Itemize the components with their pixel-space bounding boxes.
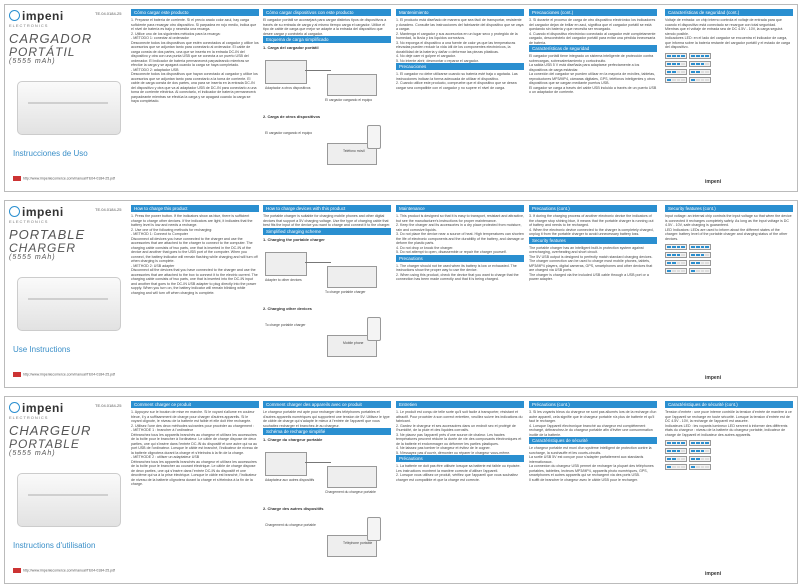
led-bar-icon <box>689 448 711 454</box>
product-title-line1: PORTABLE <box>9 227 86 242</box>
info-column-1 <box>131 9 259 189</box>
section-text: 1. Le produit est conçu de telle sorte qu'il soit facile à transporter, résistant et attractif. Pour procéder à son correct entretien, veuillez suivre les indications du fabricant. 2. Gardez le chargeur et ses accessoires dans un endroit sec et protégé de l'humidité, de la pluie et des liquides corrosifs. 3. Ne placez pas l'appareil près d'une source de chaleur. Les hautes températures peuvent réduire la durée de vie des composants électroniques et de la batterie et endommager ou déformer les parties plastiques. 4. Ne laissez pas tomber le chargeur et évitez de le cogner. 5. N'essayez pas d'ouvrir, démonter ou réparer le chargeur vous-même. <box>396 410 523 455</box>
info-column-1 <box>131 401 259 581</box>
led-row <box>665 77 793 83</box>
section-text: 1. This product is designed so that it is easy to transport, resistant and attractive, but see the manufacturer's instructions for proper maintenance. 2. Keep the charger and its accessories in a dry place protected from moisture, rain and corrosive liquids. 3. Do not place the device near a source of heat. High temperatures can shorten the life of electronic components and the durability of the battery, and damage or deform the plastic parts. 4. Do not drop or knock the charger. 5. Do not attempt to open, disassemble or repair the charger yourself. <box>396 214 524 254</box>
info-column-4 <box>529 205 657 385</box>
section-header: Esquema de carga simplificado <box>263 36 391 43</box>
section-header: Precautions (cont.) <box>529 205 657 212</box>
led-bar-icon <box>665 464 687 470</box>
section-header: Precautions <box>396 255 524 262</box>
figure-label-b: El cargador cargando el equipo <box>325 98 373 102</box>
laptop-icon <box>265 252 307 276</box>
section-text: 1. The charger should not be used when its battery is low or exhausted. The instructions show the proper way to use the device. 2. When using this product, check the device that you want to charge that the connection has been made correctly and that it is being charged. <box>396 263 519 281</box>
phone-icon <box>367 517 381 541</box>
led-bar-icon <box>665 244 687 250</box>
info-column-3 <box>396 205 524 385</box>
charger-icon <box>327 74 377 96</box>
brand-logo-icon <box>9 206 20 217</box>
section-text: El cargador portátil se aconsejará para cargar distintos tipos de dispositivos a través de su entrada de carga y al mismo tiempo carga el cargador. Utilice el tipo de cable de carga que mejor se adapte a la entrada del dispositivo que desee cargar y conéctelo al cargador. <box>263 18 388 36</box>
section-header: Precauciones (cont.) <box>529 9 657 16</box>
product-title <box>9 228 127 262</box>
charging-diagram-1 <box>263 52 391 112</box>
charger-image <box>17 473 121 527</box>
led-bar-icon <box>689 69 711 75</box>
info-column-4 <box>529 9 657 189</box>
section-text: The portable charger has an intelligent built-in protection system against overcharging, overheating and short circuit. The 5V USB output is designed to perfectly match standard charging devices. The charger connection can be used to charge most mobile phones, tablets, MP3/MP4 players, digital cameras, GPS, smartphones and other devices that are charged via USB ports. The charger is charged via the included USB cable through a USB port or a power adapter. <box>529 245 653 281</box>
led-row <box>665 268 793 274</box>
section-text: 3. Si durante el proceso de carga de otro dispositivo electrónico los indicadores del cargador dejan de brillar en azul, significa que el cargador portátil se está quedando sin batería y que necesita ser recargado. 4. Cuando el dispositivo electrónico conectado al cargador esté completamente cargado, desconéctelo del cargador portátil para evitar una pérdida innecesaria de batería. <box>529 18 656 45</box>
section-header: Mantenimiento <box>396 9 524 16</box>
section-header: Cómo cargar dispositivos con este producto <box>263 9 391 16</box>
led-row <box>665 448 793 454</box>
led-bar-icon <box>689 440 711 446</box>
figure-label-d: El cargador cargando el equipo <box>265 131 313 135</box>
info-column-3 <box>396 401 524 581</box>
charging-diagram-1 <box>263 244 391 304</box>
section-text: The portable charger is suitable for charging mobile phones and other digital devices that support a 5V charging voltage. Use the type of charging cable that best fits the input of the device you want to charge and connect it to the charger. <box>263 214 391 227</box>
manual-url-text: http://www.impeniecomerce.com/manual/TE04-0184-25.pdf <box>23 568 116 573</box>
info-column-4 <box>529 401 657 581</box>
led-row <box>665 456 793 462</box>
product-title-line2: PORTÁTIL <box>9 44 76 59</box>
brand-name: impeni <box>22 205 64 219</box>
led-bar-icon <box>665 268 687 274</box>
section-header: Security features (cont.) <box>665 205 793 212</box>
section-header: Maintenance <box>396 205 524 212</box>
flag-icon <box>13 372 21 377</box>
section-text: 1. El producto está diseñado de manera que sea fácil de transportar, resistente y duradero. Consulte las instrucciones del fabricante del dispositivo que se vaya a cargar. 2. Mantenga el cargador y sus accesorios en un lugar seco y protegido de la humedad, la lluvia y los líquidos corrosivos. 3. No exponga el dispositivo a una fuente de calor ya que las temperaturas elevadas pueden reducir la vida útil de los componentes electrónicos, la durabilidad de la batería y dañar o deformar las piezas plásticas. 4. No deje caer ni golpee el cargador. 5. No intente abrir, desmontar o reparar el cargador. <box>396 18 524 63</box>
section-text: Tension d'entrée : une puce interne contrôle la tension d'entrée de manière à ce que l'appareil se recharge en toute sécurité. Lorsque la tension d'entrée est de DC 4.5V - 10V, la recharge de l'appareil est assurée. Indicateurs LED : les voyants lumineux LED servent à informer des différents états du chargeur : niveau de la batterie du chargeur portable, indicateur de charge de l'appareil et indicateur des autres appareils. <box>665 410 792 437</box>
brand-tagline: ELECTRONICS <box>9 415 49 420</box>
led-bar-icon <box>665 77 687 83</box>
brand-logo-icon <box>9 10 20 21</box>
section-header: Entretien <box>396 401 524 408</box>
section-header: Características de seguridad <box>529 45 657 52</box>
product-title-line2: CHARGER <box>9 240 77 255</box>
section-header: Comment charger des appareils avec ce produit <box>263 401 391 408</box>
section-text: 1. Press the power button. If the indicators show as blue, there is sufficient charge to charge other devices. If the indicators are light, it indicates that the battery level is low and needs a recharge. 2. Use one of the following methods for recharging: - METHOD 1: Connect to Computer Disconnect all devices you have connected to the charger and use the accessories that are attached to the charger to connect to the computer. The charging cable consists of two parts, one that is inserted in the DC-IN of the device and another that goes to the USB port of the computer. When you connect, the battery indicator will remain flashing while charging and will turn off when charging is complete. - METHOD 2: USB adapter Disconnect all the devices that you have connected to the charger and use the accessories that are attached to the box to connect it to the electric current. The charging cable consists of two parts, one that is inserted into the DC-IN input and another that goes to the DC-IN USB adapter to plug directly into the power supply. When you turn on, the battery indicator will remain blinking while charging and will turn off when charging is complete. <box>131 214 258 295</box>
led-row <box>665 53 793 59</box>
product-title-line2: PORTABLE <box>9 436 80 451</box>
figure-caption-1: 1. Charge du chargeur portable <box>263 437 323 442</box>
led-bar-icon <box>689 464 711 470</box>
product-capacity: (5555 mAh) <box>9 450 56 458</box>
led-bar-icon <box>665 61 687 67</box>
led-bar-icon <box>689 252 711 258</box>
section-header: Caractéristiques de sécurité <box>529 437 657 444</box>
instructions-heading: Instrucciones de Uso <box>13 149 88 158</box>
brand-name: impeni <box>22 401 64 415</box>
figure-label-a: Adapter to other devices <box>265 277 302 282</box>
charging-diagram-1 <box>263 444 391 504</box>
product-capacity: (5555 mAh) <box>9 58 56 66</box>
section-text: 1. El cargador no debe utilizarse cuando su batería esté baja o agotada. Las instrucciones indican la forma adecuada de utilizar el dispositivo. 2. Cuando utilice este producto, compruebe que el dispositivo que se desea cargar sea compatible con el cargador y no supere el nivel de carga. <box>396 72 518 90</box>
brand-logo-small: impeni <box>705 179 722 185</box>
section-text: 1. La batterie ne doit pas être utilisée lorsque sa batterie est faible ou épuisée. Les instructions montrent la manière correcte d'utiliser l'appareil. 2. Lorsque vous utilisez ce produit, vérifiez que l'appareil que vous souhaitez charger est compatible et que la charge est correcte. <box>396 464 521 482</box>
figure-label-b: To charge portable charger <box>325 289 366 294</box>
cable-icon <box>305 462 331 463</box>
section-text: 1. Preparar el batería de corriente. Si el precio arado color azul, hay carga suficiente para recargar otro dispositivo. Si parpadea en rojo medio, indica que el nivel de batería es bajo y necesita una recarga. 2. Utilice uno de los siguientes métodos para la recarga: - MÉTODO 1: conectar al ordenador Desconecte todos los dispositivos que estén conectados al cargador y utilice los accesorios que se adjuntan tanto para conectarlo al ordenador. El cable de carga consta de dos partes, una que se inserta en la entrada DC-IN del dispositivo y otra con una punta USB que se conecta a un puerto USB del ordenador. El indicador de batería permanecerá parpadeando mientras se efectúe la carga y se apagará cuando la carga se haya completado. - MÉTODO 2: adaptador USB Desconecte todos los dispositivos que hayan conectado al cargador y utilice los accesorios que se adjuntan tanto para conectarlo a la toma de corriente. El cable de carga consta de dos partes, una para se inserta en la entrada DC-IN del dispositivo y otra que va al adaptador USB de DC-IN para conectarlo a una toma de corriente eléctrica. Al conectarlo, el indicador de batería permanecerá parpadeante mientras se efectúa la carga y se apagará cuando la carga se haya completado. <box>131 18 259 103</box>
led-bar-icon <box>689 456 711 462</box>
info-column-1 <box>131 205 259 385</box>
section-header: Cómo cargar este producto <box>131 9 259 16</box>
product-code: TE.04.0184-25 <box>95 207 122 212</box>
brand-name: impeni <box>22 9 64 23</box>
section-header: How to charge this product <box>131 205 259 212</box>
section-header: Comment charger ce produit <box>131 401 259 408</box>
flag-icon <box>13 568 21 573</box>
brand-logo-small: impeni <box>705 571 722 577</box>
section-header: Características de seguridad (cont.) <box>665 9 793 16</box>
led-bar-icon <box>665 53 687 59</box>
section-text: Voltaje de entrada: un chip interno controla el voltaje de entrada para que cuando el dispositivo está conectado se recargue con total seguridad. Mientras que el voltaje de entrada sea de DC 4.5V - 10V, la carga seguirá siendo posible. Indicadores LED: en el lado del cargador se encuentra el indicador de carga, que informa sobre la batería restante del cargador portátil y el estado de carga del dispositivo. <box>665 18 791 49</box>
led-row <box>665 69 793 75</box>
laptop-icon <box>265 60 307 84</box>
product-code: TE.04.0184-25 <box>95 11 122 16</box>
led-bar-icon <box>689 61 711 67</box>
section-header: Précautions (cont.) <box>529 401 657 408</box>
flag-icon <box>13 176 21 181</box>
info-column-3 <box>396 9 524 189</box>
product-capacity: (5555 mAh) <box>9 254 56 262</box>
section-header: Schéma de recharge simplifié <box>263 428 391 435</box>
brand-logo-icon <box>9 402 20 413</box>
product-title <box>9 424 127 458</box>
charger-icon <box>327 466 377 488</box>
brand-tagline: ELECTRONICS <box>9 23 49 28</box>
led-row <box>665 244 793 250</box>
figure-label-c: Téléphone portable <box>343 541 373 545</box>
info-column-2 <box>263 401 391 581</box>
led-bar-icon <box>689 260 711 266</box>
figure-label-c: Teléfono móvil <box>343 149 365 153</box>
section-text: Input voltage: an internal chip controls the input voltage so that when the device is connected it recharges completely safely. As long as the input voltage is DC 4.5V - 10V, safe charging is guaranteed. LED Indicators: LEDs are used to inform about the different states of the charger: battery level of the portable charger and charging status of the other devices. <box>665 214 792 241</box>
manual-sheet-es <box>4 4 798 192</box>
led-row <box>665 260 793 266</box>
led-row <box>665 61 793 67</box>
cable-icon <box>305 70 331 71</box>
led-bar-icon <box>665 456 687 462</box>
figure-label-a: Adaptateur aux autres dispositifs <box>265 478 315 482</box>
cable-icon <box>305 262 331 263</box>
led-bar-icon <box>689 53 711 59</box>
cover-panel <box>9 205 127 385</box>
manual-url <box>13 372 115 377</box>
manual-url <box>13 568 115 573</box>
cover-panel <box>9 9 127 189</box>
section-text: Le chargeur portable est apte pour recharger des téléphones portables et d'autres appareils numériques qui supportent une tension de 5V. Utilisez le type de câble de charge qui s'adapte le mieux à l'entrée de l'appareil que vous souhaitez recharger et branchez-le au chargeur. <box>263 410 391 428</box>
led-bar-icon <box>665 252 687 258</box>
info-column-5 <box>665 401 793 581</box>
charging-diagram-2 <box>263 513 391 561</box>
charging-diagram-2 <box>263 121 391 169</box>
brand-logo-small: impeni <box>705 375 722 381</box>
figure-label-d: To charge portable charger <box>265 322 306 327</box>
figure-caption-1: 1. Charging the portable charger <box>263 236 325 242</box>
led-bar-icon <box>665 440 687 446</box>
led-indicator-chart <box>665 53 793 83</box>
section-header: Précautions <box>396 455 524 462</box>
figure-label-c: Mobile phone <box>343 340 364 345</box>
phone-icon <box>367 317 381 341</box>
section-header: How to charge devices with this product <box>263 205 391 212</box>
section-text: El cargador portátil tiene integrado un sistema inteligente de protección contra sobrecargas, sobrecalentamiento y cortocircuito. La salida USB 5 V está diseñada para adaptarse perfectamente a los dispositivos de carga estándar. La conexión del cargador se pueden utilizar en la mayoría de móviles, tabletas, reproductores MP3/MP4, cámaras digitales, GPS, teléfonos inteligentes y otros dispositivos que se cargan mediante puertos USB. El cargador se carga a través del cable USB incluido a través de un puerto USB o un adaptador de corriente. <box>529 54 657 94</box>
manual-url-text: http://www.impeniecomerce.com/manual/TE04-0184-25.pdf <box>23 372 116 377</box>
figure-caption-2: 2. Carga de otros dispositivos <box>263 114 321 119</box>
section-text: 3. If during the charging process of another electronic device the indicators of the charger stop shining blue, it means that the portable charger is running out of battery and needs to be recharged. 4. When the electronic device connected to the charger is completely charged, unplug it from the portable charger to avoid unnecessary battery loss. <box>529 214 654 236</box>
section-text: 3. Si les voyants bleus du chargeur ne sont pas allumés lors de la recharge d'un autre appareil, cela signifie que le chargeur portable n'a plus de batterie et qu'il faut le recharger. 4. Lorsque l'appareil électronique branché au chargeur est complètement rechargé, débranchez-le du chargeur portable afin d'éviter une consommation inutile de la batterie. <box>529 410 657 437</box>
led-bar-icon <box>689 244 711 250</box>
section-text: Le chargeur portable est muni d'un système intelligent de protection contre la surcharge, la surchauffe et les courts-circuits. La sortie USB 5V est conçue pour s'adapter parfaitement aux standards internationaux. La connexion du chargeur USB permet de recharger la plupart des téléphones portables, tablettes, lecteurs MP3/MP4, appareils photo numériques, GPS, smartphones et autres appareils qui se rechargent via des ports USB. Il suffit de brancher le chargeur avec le câble USB pour le recharger. <box>529 446 654 482</box>
figure-caption-1: 1. Carga del cargador portátil <box>263 45 319 50</box>
info-column-5 <box>665 9 793 189</box>
led-row <box>665 440 793 446</box>
cover-panel <box>9 401 127 581</box>
led-indicator-chart <box>665 440 793 470</box>
figure-caption-2: 2. Charge des autres dispositifs <box>263 506 324 511</box>
section-text: 1. Appuyez sur le bouton de mise en marche. Si le voyant s'allume en couleur bleue, il y a suffisamment de charge pour charger d'autres appareils. Si le voyant clignote, le niveau de la batterie est faible et elle doit être rechargée. 2. Utilisez l'une des deux méthodes suivantes pour procéder au chargement : - MÉTHODE 1 : brancher à l'ordinateur Débranchez tous les appareils branchés au chargeur et utilisez les accessoires de la boîte pour le brancher à l'ordinateur. Le câble de charge dispose de deux parties, une qui s'insère dans l'entrée DC-IN du dispositif et une autre qui va au port USB de l'ordinateur. Lorsque le câble est branché, l'indicateur de niveau de la batterie clignotera durant la charge et s'éteindra à la fin de la charge. - MÉTHODE 2 : utiliser un adaptateur USB Débranchez tous les appareils branchés au chargeur et utilisez les accessoires de la boîte pour le brancher au courant électrique. Le câble de charge dispose de deux parties, une qui s'insère dans l'entrée DC-IN du dispositif et une deuxième qui va à la prise électrique. Lorsque le câble est branché, l'indicateur de niveau de la batterie clignotera durant la charge et s'éteindra à la fin de la charge. <box>131 410 258 486</box>
instructions-heading: Use Instructions <box>13 345 71 354</box>
brand-tagline: ELECTRONICS <box>9 219 49 224</box>
figure-label-b: Chargement du chargeur portable <box>325 490 376 494</box>
led-row <box>665 252 793 258</box>
led-row <box>665 464 793 470</box>
info-column-2 <box>263 205 391 385</box>
led-bar-icon <box>665 448 687 454</box>
manual-url <box>13 176 115 181</box>
led-bar-icon <box>689 77 711 83</box>
led-bar-icon <box>665 260 687 266</box>
led-indicator-chart <box>665 244 793 274</box>
figure-label-a: Adaptador a otros dispositivos <box>265 86 311 90</box>
manual-sheet-fr <box>4 396 798 584</box>
section-header: Caractéristiques de sécurité (cont.) <box>665 401 793 408</box>
section-header: Security features <box>529 237 657 244</box>
instructions-heading: Instructions d'utilisation <box>13 541 96 550</box>
led-bar-icon <box>665 69 687 75</box>
manual-sheet-en <box>4 200 798 388</box>
charger-image <box>17 81 121 135</box>
figure-caption-2: 2. Charging other devices <box>263 305 312 311</box>
product-title <box>9 32 127 66</box>
figure-label-d: Chargement du chargeur portable <box>265 523 316 527</box>
info-column-5 <box>665 205 793 385</box>
manual-url-text: http://www.impeniecomerce.com/manual/TE04-0184-25.pdf <box>23 176 116 181</box>
charger-icon <box>327 266 377 288</box>
product-title-line1: CARGADOR <box>9 31 93 46</box>
led-bar-icon <box>689 268 711 274</box>
section-header: Precauciones <box>396 63 524 70</box>
section-header: Simplified charging scheme <box>263 228 391 235</box>
product-code: TE.04.0184-25 <box>95 403 122 408</box>
info-column-2 <box>263 9 391 189</box>
charger-image <box>17 277 121 331</box>
laptop-icon <box>265 452 307 476</box>
charging-diagram-2 <box>263 313 391 361</box>
phone-icon <box>367 125 381 149</box>
product-title-line1: CHARGEUR <box>9 423 92 438</box>
